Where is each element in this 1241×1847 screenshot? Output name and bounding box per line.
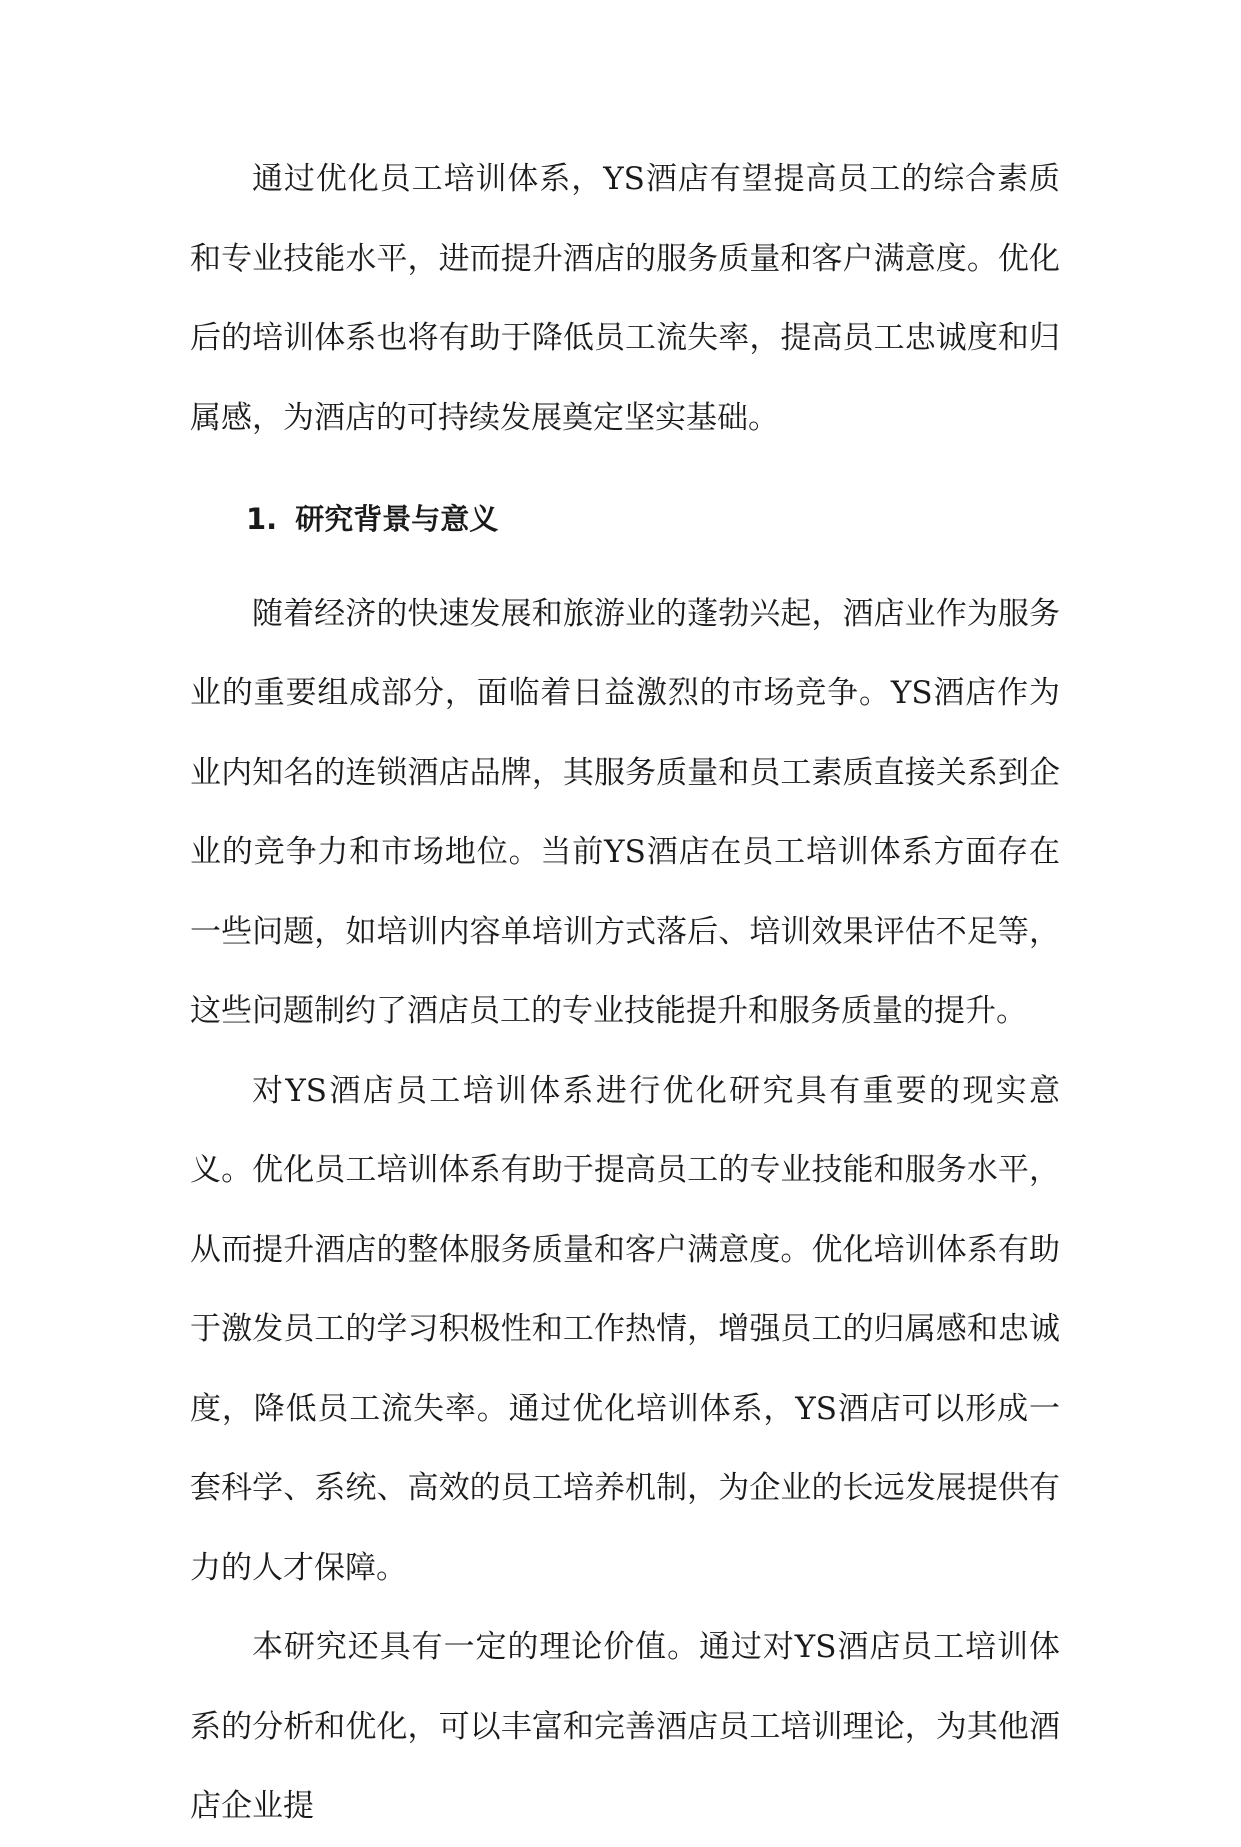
section-heading: [190, 480, 1060, 560]
paragraph-theoretical-value: 本研究还具有一定的理论价值。通过对YS酒店员工培训体系的分析和优化，可以丰富和完善酒店员工培训理论，为其他酒店企业提: [190, 1629, 1060, 1824]
section-title: 研究背景与意义: [295, 502, 499, 536]
section-number: 1.: [246, 502, 278, 536]
paragraph-practical-significance: 对YS酒店员工培训体系进行优化研究具有重要的现实意义。优化员工培训体系有助于提高员工的专业技能和服务水平，从而提升酒店的整体服务质量和客户满意度。优化培训体系有助于激发员工的学习积极性和工作热情，增强员工的归属感和忠诚度，降低员工流失率。通过优化培训体系，YS酒店可以形成一套科学、系统、高效的员工培养机制，为企业的长远发展提供有力的人才保障。: [190, 1072, 1060, 1586]
paragraph-intro: 通过优化员工培训体系，YS酒店有望提高员工的综合素质和专业技能水平，进而提升酒店的服务质量和客户满意度。优化后的培训体系也将有助于降低员工流失率，提高员工忠诚度和归属感，为酒店的可持续发展奠定坚实基础。: [190, 161, 1060, 436]
paragraph-background: 随着经济的快速发展和旅游业的蓬勃兴起，酒店业作为服务业的重要组成部分，面临着日益激烈的市场竞争。YS酒店作为业内知名的连锁酒店品牌，其服务质量和员工素质直接关系到企业的竞争力和市场地位。当前YS酒店在员工培训体系方面存在一些问题，如培训内容单培训方式落后、培训效果评估不足等，这些问题制约了酒店员工的专业技能提升和服务质量的提升。: [190, 595, 1060, 1029]
document-body: [190, 140, 1060, 1847]
